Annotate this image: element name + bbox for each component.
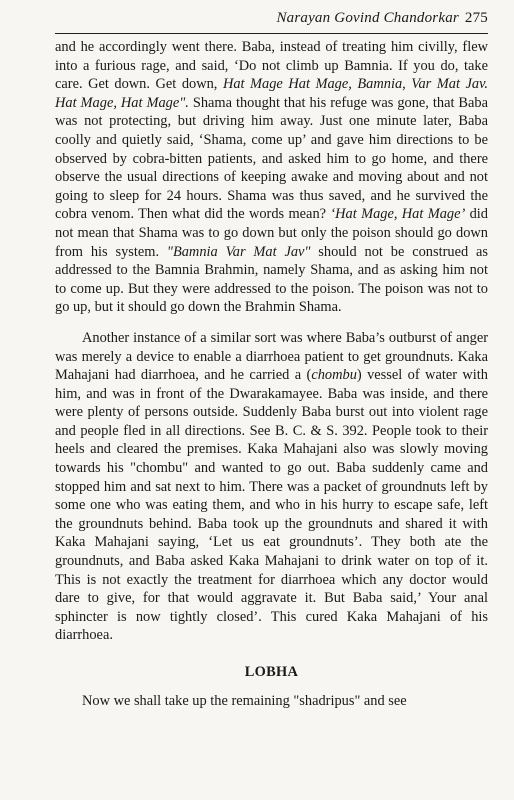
p1-text-1: and he accordingly went there. Baba, instead of treating him civilly, flew into a furious rage, and said, ‘Do not climb up Bamnia. If you do, take care. Get down. Get down, <box>55 39 488 93</box>
header-rule <box>55 33 488 34</box>
p2-text-2: ) vessel of water with him, and was in front of the Dwarakamayee. Baba was inside, and there were plenty of persons outside. Suddenly Baba burst out into violent rage and people fled in all directions. See B. C. & S. 392. People took to their heels and cleared the premises. Kaka Mahajani also was slowly moving towards his "chombu" and wanted to go out. Baba suddenly came and stopped him and sat next to him. There was a packet of groundnuts left by some one who was eating them, and who in his hurry to escape safe, left the groundnuts behind. Baba took up the groundnuts and shared it with Kaka Mahajani saying, ‘Let us eat groundnuts’. They both ate the groundnuts, and Baba asked Kaka Mahajani to drink water on top of it. This is not exactly the treatment for diarrhoea which any doctor would dare to give, for that would aggravate it. But Baba said,’ Your anal sphincter is now tightly closed’. This cured Kaka Mahajani of his diarrhoea. <box>55 367 488 644</box>
p1-text-3: did not mean that Shama was to go down but only the poison should go down from his system. <box>55 206 488 260</box>
running-header <box>55 10 488 27</box>
paragraph-3 <box>55 692 488 711</box>
p1-text-4: should not be construed as addressed to the Bamnia Brahmin, namely Shama, and as asking him not to come up. But they were addressed to the poison. The poison was not to go up, but it should go down the Brahmin Shama. <box>55 243 488 316</box>
paragraph-2 <box>55 329 488 645</box>
paragraph-1 <box>55 38 488 317</box>
p1-text-2: Shama thought that his refuge was gone, that Baba was not protecting, but driving him away. Just one minute later, Baba coolly and quietly said, ‘Shama, come up’ and gave him directions to be observed by cobra-bitten patients, and asked him to go home, and there observe the usual directions of keeping awake and moving about and not going to sleep for 24 hours. Shama was thus saved, and he survived the cobra venom. Then what did the words mean? <box>55 94 489 223</box>
p2-text-1: Another instance of a similar sort was where Baba’s outburst of anger was merely a device to enable a diarrhoea patient to get groundnuts. Kaka Mahajani had diarrhoea, and he carried a ( <box>55 329 488 384</box>
p2-italic-1: chombu <box>311 367 357 384</box>
section-heading: LOBHA <box>244 664 299 680</box>
p1-italic-3: "Bamnia Var Mat Jav" <box>166 243 311 260</box>
page-body <box>55 38 488 710</box>
running-title: Narayan Govind Chandorkar <box>276 10 459 26</box>
p3-text-1: Now we shall take up the remaining "shadripus" and see <box>82 692 407 709</box>
p1-italic-1: Hat Mage Hat Mage, Bamnia, Var Mat Jav. Hat Mage, Hat Mage". <box>55 76 488 111</box>
page-number: 275 <box>464 10 488 26</box>
p1-italic-2: ‘Hat Mage, Hat Mage’ <box>330 206 466 223</box>
